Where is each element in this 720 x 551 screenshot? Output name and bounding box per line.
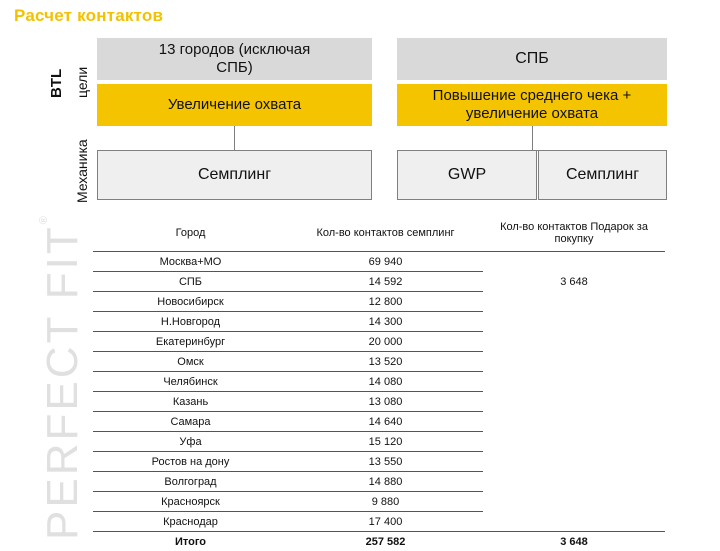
sampling-cell: 13 520 <box>288 352 483 372</box>
sampling-cell: 12 800 <box>288 292 483 312</box>
table-row <box>93 312 665 332</box>
table-row <box>93 252 665 272</box>
table-header-row <box>93 214 665 252</box>
gift-cell <box>483 252 665 272</box>
btl-label: BTL <box>48 69 65 98</box>
table-row <box>93 412 665 432</box>
page-title: Расчет контактов <box>14 6 163 26</box>
sampling-cell: 69 940 <box>288 252 483 272</box>
table-total-row <box>93 532 665 551</box>
table-row <box>93 332 665 352</box>
city-cell: Москва+МО <box>93 252 288 272</box>
registered-mark: ® <box>38 213 50 224</box>
city-cell: Краснодар <box>93 512 288 532</box>
total-sampling: 257 582 <box>288 532 483 551</box>
gift-cell: 3 648 <box>483 272 665 292</box>
watermark-logo <box>38 213 88 540</box>
header-sampling: Кол-во контактов семплинг <box>288 214 483 252</box>
sampling-cell: 14 300 <box>288 312 483 332</box>
sampling-cell: 20 000 <box>288 332 483 352</box>
city-cell: Красноярск <box>93 492 288 512</box>
city-cell: Ростов на дону <box>93 452 288 472</box>
city-cell: Волгоград <box>93 472 288 492</box>
table-row <box>93 452 665 472</box>
sampling-cell: 14 592 <box>288 272 483 292</box>
contacts-table <box>93 214 665 551</box>
table-row <box>93 372 665 392</box>
header-gift: Кол-во контактов Подарок за покупку <box>483 214 665 252</box>
table-row <box>93 392 665 412</box>
sampling-cell: 14 640 <box>288 412 483 432</box>
connector-right-stem <box>532 126 533 150</box>
table-row <box>93 292 665 312</box>
sampling-cell: 17 400 <box>288 512 483 532</box>
table-row <box>93 512 665 532</box>
watermark-text: PERFECT FIT <box>38 224 87 540</box>
total-label: Итого <box>93 532 288 551</box>
table-row <box>93 272 665 292</box>
city-cell: Уфа <box>93 432 288 452</box>
sampling-cell: 14 880 <box>288 472 483 492</box>
table-row <box>93 352 665 372</box>
sampling-left-box: Семплинг <box>97 150 372 200</box>
table-row <box>93 472 665 492</box>
header-city: Город <box>93 214 288 252</box>
spb-box: СПБ <box>397 38 667 80</box>
city-cell: Самара <box>93 412 288 432</box>
city-cell: Омск <box>93 352 288 372</box>
total-gift: 3 648 <box>483 532 665 551</box>
city-cell: Екатеринбург <box>93 332 288 352</box>
sampling-cell: 9 880 <box>288 492 483 512</box>
gwp-box: GWP <box>397 150 537 200</box>
avg-check-box: Повышение среднего чека + увеличение охвата <box>397 84 667 126</box>
city-cell: Челябинск <box>93 372 288 392</box>
cities-box: 13 городов (исключая СПБ) <box>97 38 372 80</box>
sampling-cell: 13 080 <box>288 392 483 412</box>
city-cell: СПБ <box>93 272 288 292</box>
city-cell: Н.Новгород <box>93 312 288 332</box>
city-cell: Казань <box>93 392 288 412</box>
sampling-cell: 15 120 <box>288 432 483 452</box>
sampling-right-box: Семплинг <box>538 150 667 200</box>
city-cell: Новосибирск <box>93 292 288 312</box>
sampling-cell: 14 080 <box>288 372 483 392</box>
table-row <box>93 432 665 452</box>
sampling-cell: 13 550 <box>288 452 483 472</box>
table-row <box>93 492 665 512</box>
reach-box: Увеличение охвата <box>97 84 372 126</box>
mechanics-label: Механика <box>74 139 90 203</box>
goals-label: цели <box>74 67 90 98</box>
connector-left <box>234 126 235 150</box>
